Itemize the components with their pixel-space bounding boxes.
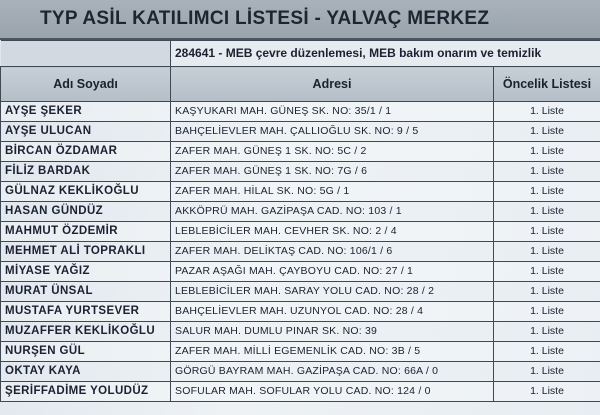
cell-name: GÜLNAZ KEKLİKOĞLU xyxy=(1,182,171,202)
table-row xyxy=(1,362,600,382)
table-row xyxy=(1,382,600,402)
cell-priority: 1. Liste xyxy=(494,222,600,242)
cell-priority: 1. Liste xyxy=(494,122,600,142)
participant-table xyxy=(0,40,600,402)
cell-address: KAŞYUKARI MAH. GÜNEŞ SK. NO: 35/1 / 1 xyxy=(171,102,494,122)
cell-address: SALUR MAH. DUMLU PINAR SK. NO: 39 xyxy=(171,322,494,342)
table-row xyxy=(1,322,600,342)
table-row xyxy=(1,142,600,162)
cell-name: MUZAFFER KEKLİKOĞLU xyxy=(1,322,171,342)
cell-address: BAHÇELİEVLER MAH. UZUNYOL CAD. NO: 28 / 4 xyxy=(171,302,494,322)
cell-priority: 1. Liste xyxy=(494,342,600,362)
program-blank-cell xyxy=(1,41,171,67)
title-bar xyxy=(0,0,600,40)
cell-priority: 1. Liste xyxy=(494,162,600,182)
table-row xyxy=(1,182,600,202)
table-row xyxy=(1,282,600,302)
cell-name: ŞERİFFADİME YOLUDÜZ xyxy=(1,382,171,402)
cell-priority: 1. Liste xyxy=(494,142,600,162)
cell-priority: 1. Liste xyxy=(494,182,600,202)
cell-priority: 1. Liste xyxy=(494,262,600,282)
column-header-address: Adresi xyxy=(171,67,494,102)
page-title: TYP ASİL KATILIMCI LİSTESİ - YALVAÇ MERKEZ xyxy=(40,8,490,29)
program-row xyxy=(1,41,600,67)
table-container xyxy=(0,40,600,402)
table-header-row xyxy=(1,67,600,102)
cell-name: MİYASE YAĞIZ xyxy=(1,262,171,282)
cell-priority: 1. Liste xyxy=(494,202,600,222)
cell-name: BİRCAN ÖZDAMAR xyxy=(1,142,171,162)
cell-name: HASAN GÜNDÜZ xyxy=(1,202,171,222)
column-header-priority: Öncelik Listesi xyxy=(494,67,600,102)
cell-address: PAZAR AŞAĞI MAH. ÇAYBOYU CAD. NO: 27 / 1 xyxy=(171,262,494,282)
cell-name: AYŞE ŞEKER xyxy=(1,102,171,122)
cell-name: NURŞEN GÜL xyxy=(1,342,171,362)
cell-address: ZAFER MAH. MİLLİ EGEMENLİK CAD. NO: 3B / 5 xyxy=(171,342,494,362)
cell-address: SOFULAR MAH. SOFULAR YOLU CAD. NO: 124 / 0 xyxy=(171,382,494,402)
cell-address: LEBLEBİCİLER MAH. CEVHER SK. NO: 2 / 4 xyxy=(171,222,494,242)
table-row xyxy=(1,162,600,182)
table-row xyxy=(1,262,600,282)
table-row xyxy=(1,122,600,142)
cell-priority: 1. Liste xyxy=(494,102,600,122)
cell-name: MEHMET ALİ TOPRAKLI xyxy=(1,242,171,262)
cell-address: ZAFER MAH. GÜNEŞ 1 SK. NO: 7G / 6 xyxy=(171,162,494,182)
cell-address: ZAFER MAH. DELİKTAŞ CAD. NO: 106/1 / 6 xyxy=(171,242,494,262)
cell-address: LEBLEBİCİLER MAH. SARAY YOLU CAD. NO: 28 / 2 xyxy=(171,282,494,302)
cell-priority: 1. Liste xyxy=(494,382,600,402)
cell-name: OKTAY KAYA xyxy=(1,362,171,382)
cell-priority: 1. Liste xyxy=(494,362,600,382)
cell-priority: 1. Liste xyxy=(494,302,600,322)
cell-name: MUSTAFA YURTSEVER xyxy=(1,302,171,322)
table-row xyxy=(1,342,600,362)
cell-priority: 1. Liste xyxy=(494,322,600,342)
table-row xyxy=(1,222,600,242)
cell-address: AKKÖPRÜ MAH. GAZİPAŞA CAD. NO: 103 / 1 xyxy=(171,202,494,222)
cell-name: AYŞE ULUCAN xyxy=(1,122,171,142)
program-title: 284641 - MEB çevre düzenlemesi, MEB bakım onarım ve temizlik xyxy=(171,41,600,67)
cell-address: GÖRGÜ BAYRAM MAH. GAZİPAŞA CAD. NO: 66A / 0 xyxy=(171,362,494,382)
column-header-name: Adı Soyadı xyxy=(1,67,171,102)
table-row xyxy=(1,102,600,122)
cell-name: MURAT ÜNSAL xyxy=(1,282,171,302)
table-row xyxy=(1,302,600,322)
cell-name: MAHMUT ÖZDEMİR xyxy=(1,222,171,242)
table-row xyxy=(1,202,600,222)
cell-name: FİLİZ BARDAK xyxy=(1,162,171,182)
table-row xyxy=(1,242,600,262)
table-body xyxy=(1,102,600,402)
cell-priority: 1. Liste xyxy=(494,282,600,302)
cell-priority: 1. Liste xyxy=(494,242,600,262)
cell-address: ZAFER MAH. GÜNEŞ 1 SK. NO: 5C / 2 xyxy=(171,142,494,162)
cell-address: BAHÇELİEVLER MAH. ÇALLIOĞLU SK. NO: 9 / 5 xyxy=(171,122,494,142)
cell-address: ZAFER MAH. HİLAL SK. NO: 5G / 1 xyxy=(171,182,494,202)
